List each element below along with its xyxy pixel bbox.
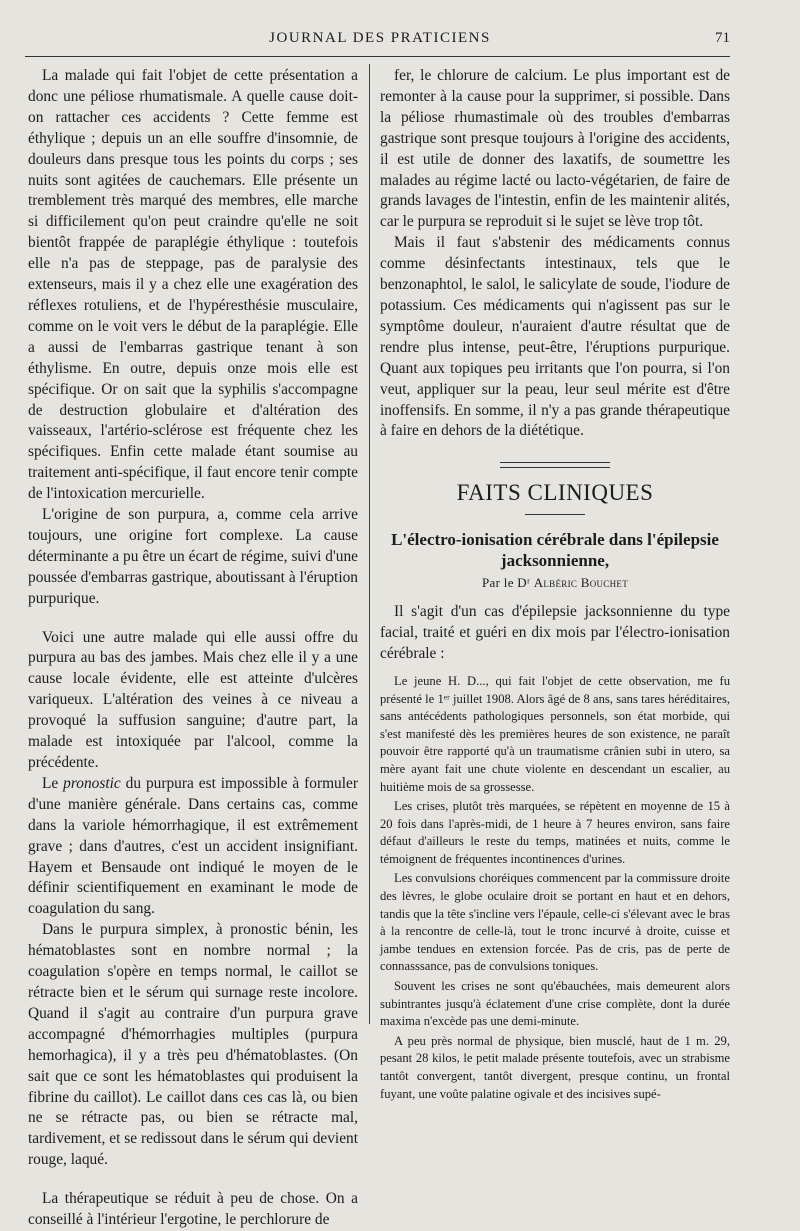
pronostic-italic: pronostic (63, 774, 121, 792)
byline-prefix: Par le Dʳ (482, 575, 534, 591)
section-underline (525, 514, 585, 515)
byline (380, 573, 730, 594)
right-column (380, 66, 730, 1103)
journal-title: JOURNAL DES PRATICIENS (269, 30, 491, 46)
left-paragraph-1: La malade qui fait l'objet de cette présentation a donc une péliose rhumatismale. A quelle cause doit-on rattacher ces accidents ? Cette femme est éthylique ; depuis un an elle souffre d'insomnie, de douleurs dans presque tous les points du corps ; ses nuits sont agitées de cauchemars. Elle présente un tremblement très marqué des membres, elle marche si difficilement qu'on peut craindre qu'elle ne soit bientôt frappée de paraplégie éthylique : toutefois elle n'a pas de steppage, pas de paralysie des extenseurs, mais il y a chez elle une exagération des réflexes rotuliens, et de l'hypéresthésie musculaire, comme on le voit vers le début de la paraplégie. Elle a aussi de l'embarras gastrique tenant à son éthylisme. En outre, depuis onze mois elle est spécifique. Or on sait que la syphilis s'accompagne de destruction globulaire et d'altération des vaisseaux, l'artério-sclérose est fréquente chez les spécifiques. Enfin cette malade étant soumise au traitement anti-spécifique, il faut encore tenir compte de l'intoxication mercurielle. (28, 67, 358, 503)
observation-paragraph-3: Les convulsions choréiques commencent par la commissure droite des lèvres, le globe oculaire droit se portant en haut et en dehors, tandis que la tête s'incline vers l'épaule, celle-ci s'élevant avec le bras à la rencontre de celle-là, tout le tronc incurvé à droite, cuisse et jambe tendues en extension forcée. Pas de cris, pas de perte de connasssance, pas de convulsions toniques. (380, 871, 730, 974)
observation-paragraph-1: Le jeune H. D..., qui fait l'objet de cette observation, me fu présenté le 1ᵉʳ juillet 1908. Alors âgé de 8 ans, sans tares héréditaires, sans antécédents pathologiques personnels, son état morbide, qui s'est manifesté dès les premières heures de son existence, ne paraît pouvoir être rapporté qu'à un traumatisme crânien subi in utero, sa mère ayant fait une chute violente en descendant un escalier, au huitième mois de sa grossesse. (380, 673, 730, 794)
article-intro: Il s'agit d'un cas d'épilepsie jacksonnienne du type facial, traité et guéri en dix mois par l'électro-ionisation cérébrale : (380, 603, 730, 663)
header-rule (25, 56, 730, 57)
left-paragraph-4 (28, 774, 358, 920)
observation-paragraph-4: Souvent les crises ne sont qu'ébauchées, mais demeurent alors subintrantes jusqu'à éclatement d'une crise complète, dont la durée maxima n'excède pas une demi-minute. (380, 979, 730, 1029)
right-paragraph-1: fer, le chlorure de calcium. Le plus important est de remonter à la cause pour la supprimer, si possible. Dans la péliose rhumastimale où des troubles d'embarras gastrique sont presque toujours à l'origine des accidents, il est utile de donner des laxatifs, de soumettre les malades au régime lacté ou lacto-végétarien, de faire de grands lavages de l'intestin, enfin de les maintenir alités, car le purpura se reproduit si le sujet se lève trop tôt. (380, 67, 730, 231)
left-paragraph-5: Dans le purpura simplex, à pronostic bénin, les hématoblastes sont en nombre normal ; la coagulation s'opère en temps normal, le caillot se rétracte bien et le sérum qui surnage reste incolore. Quand il s'agit au contraire d'un purpura grave accompagné d'hémorrhagies multiples (purpura hemorhagica), il y a très peu d'hématoblastes. (On sait que ce sont les hématoblastes qui produisent la fibrine du caillot). Le caillot dans ces cas là, ou bien ne se rétracte pas, ou bien se rétracte mal, tardivement, et se redissout dans le sérum qui devient rouge, laqué. (28, 921, 358, 1169)
column-divider (369, 64, 370, 1024)
left-paragraph-3: Voici une autre malade qui elle aussi offre du purpura au bas des jambes. Mais chez elle il y a une cause locale évidente, elle est atteinte d'ulcères variqueux. L'altération des veines à ce niveau a provoqué la suffusion sanguine; d'autre part, la malade est intoxiquée par l'alcool, comme la précédente. (28, 628, 358, 771)
section-title: FAITS CLINIQUES (456, 480, 654, 506)
right-paragraph-2: Mais il faut s'abstenir des médicaments connus comme désinfectants intestinaux, tels que le benzonaphtol, le salol, le salicylate de soude, l'iodure de potassium. Ces médicaments qui n'agissent pas sur le symptôme douleur, n'auraient d'autre résultat que de rendre plus intense, peut-être, l'éruptions purpurique. Quant aux topiques peu irritants que l'on pourra, si l'on veut, appliquer sur la peau, leur seul mérite est d'être inoffensifs. En somme, il n'y a pas grande thérapeutique à faire en dehors de la diététique. (380, 234, 730, 440)
section-rule (500, 462, 610, 468)
page-header (30, 28, 730, 50)
observation-paragraph-5: A peu près normal de physique, bien musclé, haut de 1 m. 29, pesant 28 kilos, le petit malade présente toutefois, avec un strabisme tantôt convergent, tantôt divergent, presque continu, un frontal fuyant, une voûte palatine ogivale et des incisives supé- (380, 1033, 730, 1101)
p4-post: du purpura est impossible à formuler d'une manière générale. Dans certains cas, comme dans la variole hémorrhagique, il est extrêmement grave ; dans d'autres, c'est un accident insignifiant. Hayem et Bensaude ont indiqué le moyen de le définir scientifiquement en examinant le mode de coagulation du sang. (28, 774, 358, 918)
observation-paragraph-2: Les crises, plutôt très marquées, se répètent en moyenne de 15 à 20 fois dans l'après-midi, de 1 heure à 7 heures environ, sans faire défaut d'ailleurs le reste du temps, matinées et nuits, comme le témoignent de fréquentes incontinences d'urines. (380, 799, 730, 866)
byline-author: Albéric Bouchet (533, 575, 628, 591)
page-number: 71 (715, 30, 730, 46)
left-paragraph-2: L'origine de son purpura, a, comme cela arrive toujours, une origine fort complexe. La cause déterminante a pu être un écart de régime, suivi d'une poussée d'embarras gastrique, aboutissant à l'éruption purpurique. (28, 506, 358, 607)
p4-pre: Le (42, 774, 64, 792)
article-title: L'électro-ionisation cérébrale dans l'épilepsie jacksonnienne, (391, 530, 719, 571)
left-paragraph-6: La thérapeutique se réduit à peu de chose. On a conseillé à l'intérieur l'ergotine, le perchlorure de (28, 1190, 358, 1229)
left-column (28, 66, 358, 1231)
